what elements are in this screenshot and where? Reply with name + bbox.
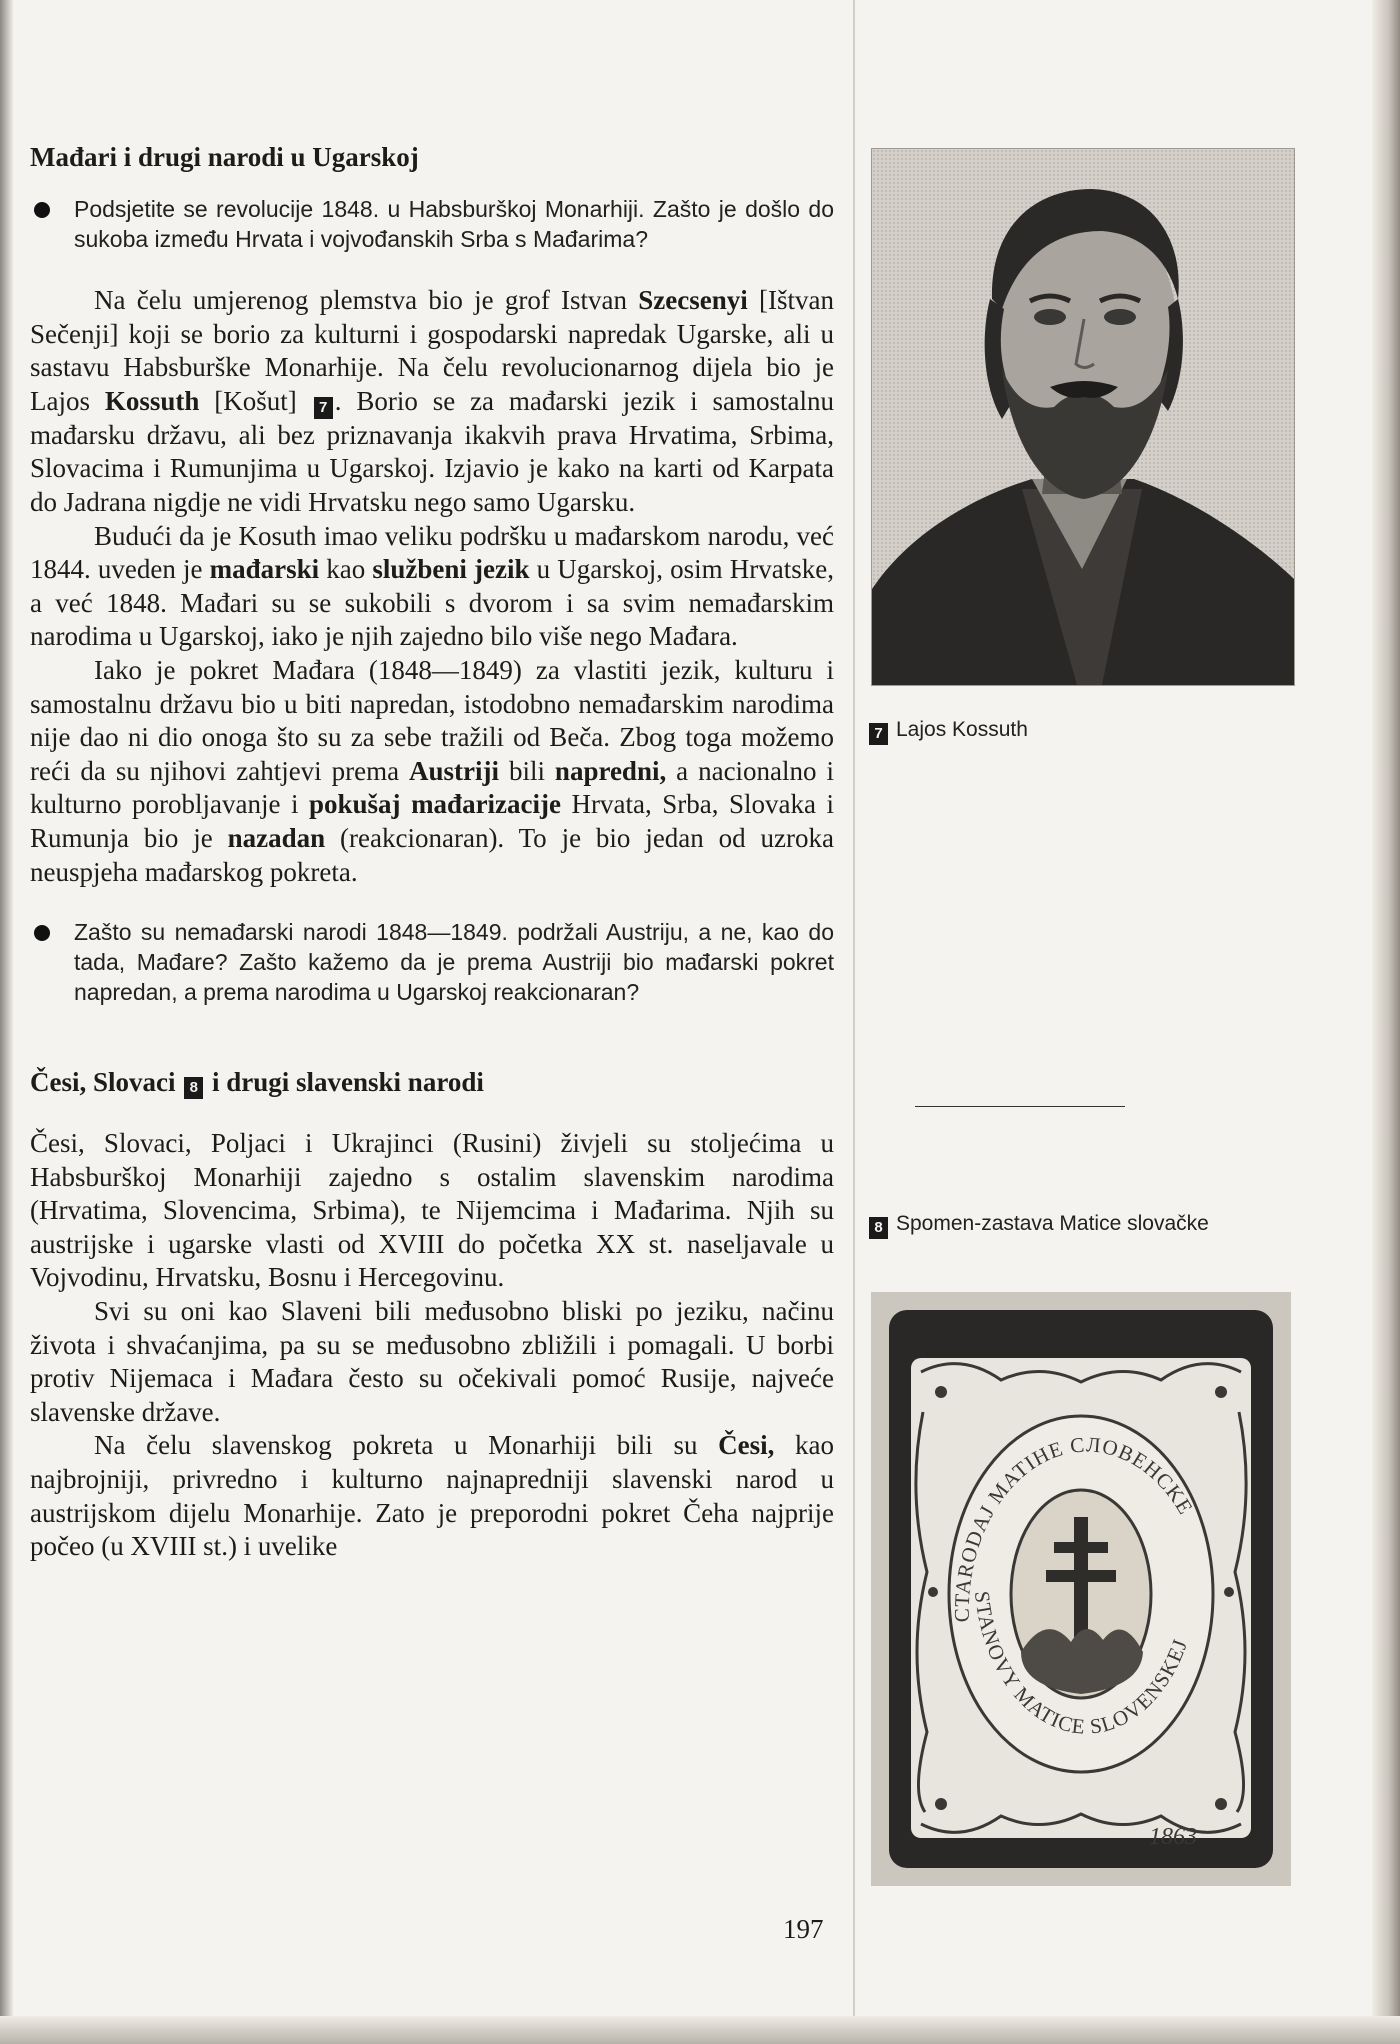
- figure-8-caption-text: Spomen-zastava Matice slovačke: [896, 1212, 1209, 1235]
- divider-line: [915, 1106, 1125, 1107]
- bullet-icon: [34, 202, 50, 218]
- paragraph-slavic-ties: Svi su oni kao Slaveni bili međusobno bliski po jeziku, načinu života i shvaćanjima, pa su se međusobno zbližili i pomagali. U borbi protiv Nijemaca i Mađara često su očekivali pomoć Rusije, najveće slavenske države.: [30, 1296, 834, 1427]
- bold-term-szecsenyi: Szecsenyi: [638, 285, 748, 315]
- main-text-column: [30, 140, 834, 1564]
- review-question-1: [30, 194, 834, 254]
- section-title-hungarians: Mađari i drugi narodi u Ugarskoj: [30, 142, 419, 172]
- commemorative-flag-photo: [871, 1292, 1291, 1886]
- review-question-2: [30, 917, 834, 1007]
- review-question-2-text: Zašto su nemađarski narodi 1848—1849. podržali Austriju, a ne, kao do tada, Mađare? Zašto kažemo da je prema Austriji bio mađarski pokret napredan, a prema narodima u Ugarskoj reakcionaran?: [74, 919, 834, 1006]
- page-bottom-edge: [0, 2016, 1400, 2044]
- column-divider: [853, 0, 855, 2044]
- figure-8-caption: [867, 1210, 1272, 1239]
- figure-ref-7: 7: [314, 397, 333, 419]
- paragraph-slavic-peoples: Česi, Slovaci, Poljaci i Ukrajinci (Rusini) živjeli su stoljećima u Habsburškoj Monarhiji zajedno s ostalim slavenskim narodima (Hrvatima, Slovencima, Srbima), te Nijemcima i Mađarima. Njih su austrijske i ugarske vlasti od XVIII do početka XX st. naseljavale u Vojvodinu, Hrvatsku, Bosnu i Hercegovinu.: [30, 1128, 834, 1293]
- section-title-slavs: Česi, Slovaci 8 i drugi slavenski narodi: [30, 1067, 484, 1098]
- figure-7-number: 7: [869, 723, 888, 745]
- svg-text:STANOVY MATICE SLOVENSKEJ: [970, 1590, 1192, 1739]
- figure-7-caption: [867, 716, 1167, 745]
- paragraph-czech-leadership: Na čelu slavenskog pokreta u Monarhiji bili su Česi, kao najbrojniji, privredno i kulturno najnapredniji slavenski narod u austrijskom dijelu Monarhije. Zato je preporodni pokret Čeha najprije počeo (u XVIII st.) i uvelike: [30, 1430, 834, 1562]
- flag-year: 1863: [1149, 1824, 1197, 1850]
- page-number: 197: [783, 1914, 824, 1944]
- page-right-edge: [1372, 0, 1400, 2044]
- portrait-kossuth: [871, 148, 1295, 686]
- flag-inscription-top: CTARODAJ MATIHE CЛOBEHCKE: [949, 1432, 1199, 1623]
- review-question-1-text: Podsjetite se revolucije 1848. u Habsburškoj Monarhiji. Zašto je došlo do sukoba između Hrvata i vojvođanskih Srba s Mađarima?: [74, 196, 834, 252]
- paragraph-movement-assessment: Iako je pokret Mađara (1848—1849) za vlastiti jezik, kulturu i samostalnu državu bio u biti napredan, istodobno nemađarskim narodima nije dao ni dio onoga što su za sebe tražili od Beča. Zbog toga možemo reći da su njihovi zahtjevi prema Austriji bili napredni, a nacionalno i kulturno porobljavanje i pokušaj mađarizacije Hrvata, Srba, Slovaka i Rumunja bio je nazadan (reakcionaran). To je bio jedan od uzroka neuspjeha mađarskog pokreta.: [30, 654, 835, 887]
- paragraph-official-language: Budući da je Kosuth imao veliku podršku u mađarskom narodu, već 1844. uveden je mađarski kao službeni jezik u Ugarskoj, osim Hrvatske, a već 1848. Mađari su se sukobili s dvorom i sa svim nemađarskim narodima u Ugarskoj, iako je njih zajedno bilo više nego Mađara.: [30, 520, 834, 652]
- flag-inscription-bottom: STANOVY MATICE SLOVENSKEJ: [969, 1589, 1193, 1739]
- figure-8-number: 8: [869, 1217, 888, 1239]
- bold-term-kossuth: Kossuth: [104, 385, 200, 416]
- portrait-icon: [872, 149, 1294, 685]
- paragraph-leaders: Na čelu umjerenog plemstva bio je grof Istvan Szecsenyi [Ištvan Sečenji] koji se borio za kulturni i gospodarski napredak Ugarske, ali u sastavu Habsburške Monarhije. Na čelu revolucionarnog dijela bio je Lajos Kossuth [Košut] 7 . Borio se za mađarski jezik i samostalnu mađarsku državu, ali bez priznavanja ikakvih prava Hrvatima, Srbima, Slovacima i Rumunjima u Ugarskoj. Izjavio je kako na karti od Karpata do Jadrana nigdje ne vidi Hrvatsku nego samo Ugarsku.: [30, 285, 834, 517]
- page-left-edge: [0, 0, 14, 2044]
- figure-ref-8: 8: [184, 1077, 203, 1099]
- figure-7-caption-text: Lajos Kossuth: [896, 718, 1028, 741]
- flag-inscriptions: [871, 1292, 1291, 1886]
- bullet-icon: [34, 925, 50, 941]
